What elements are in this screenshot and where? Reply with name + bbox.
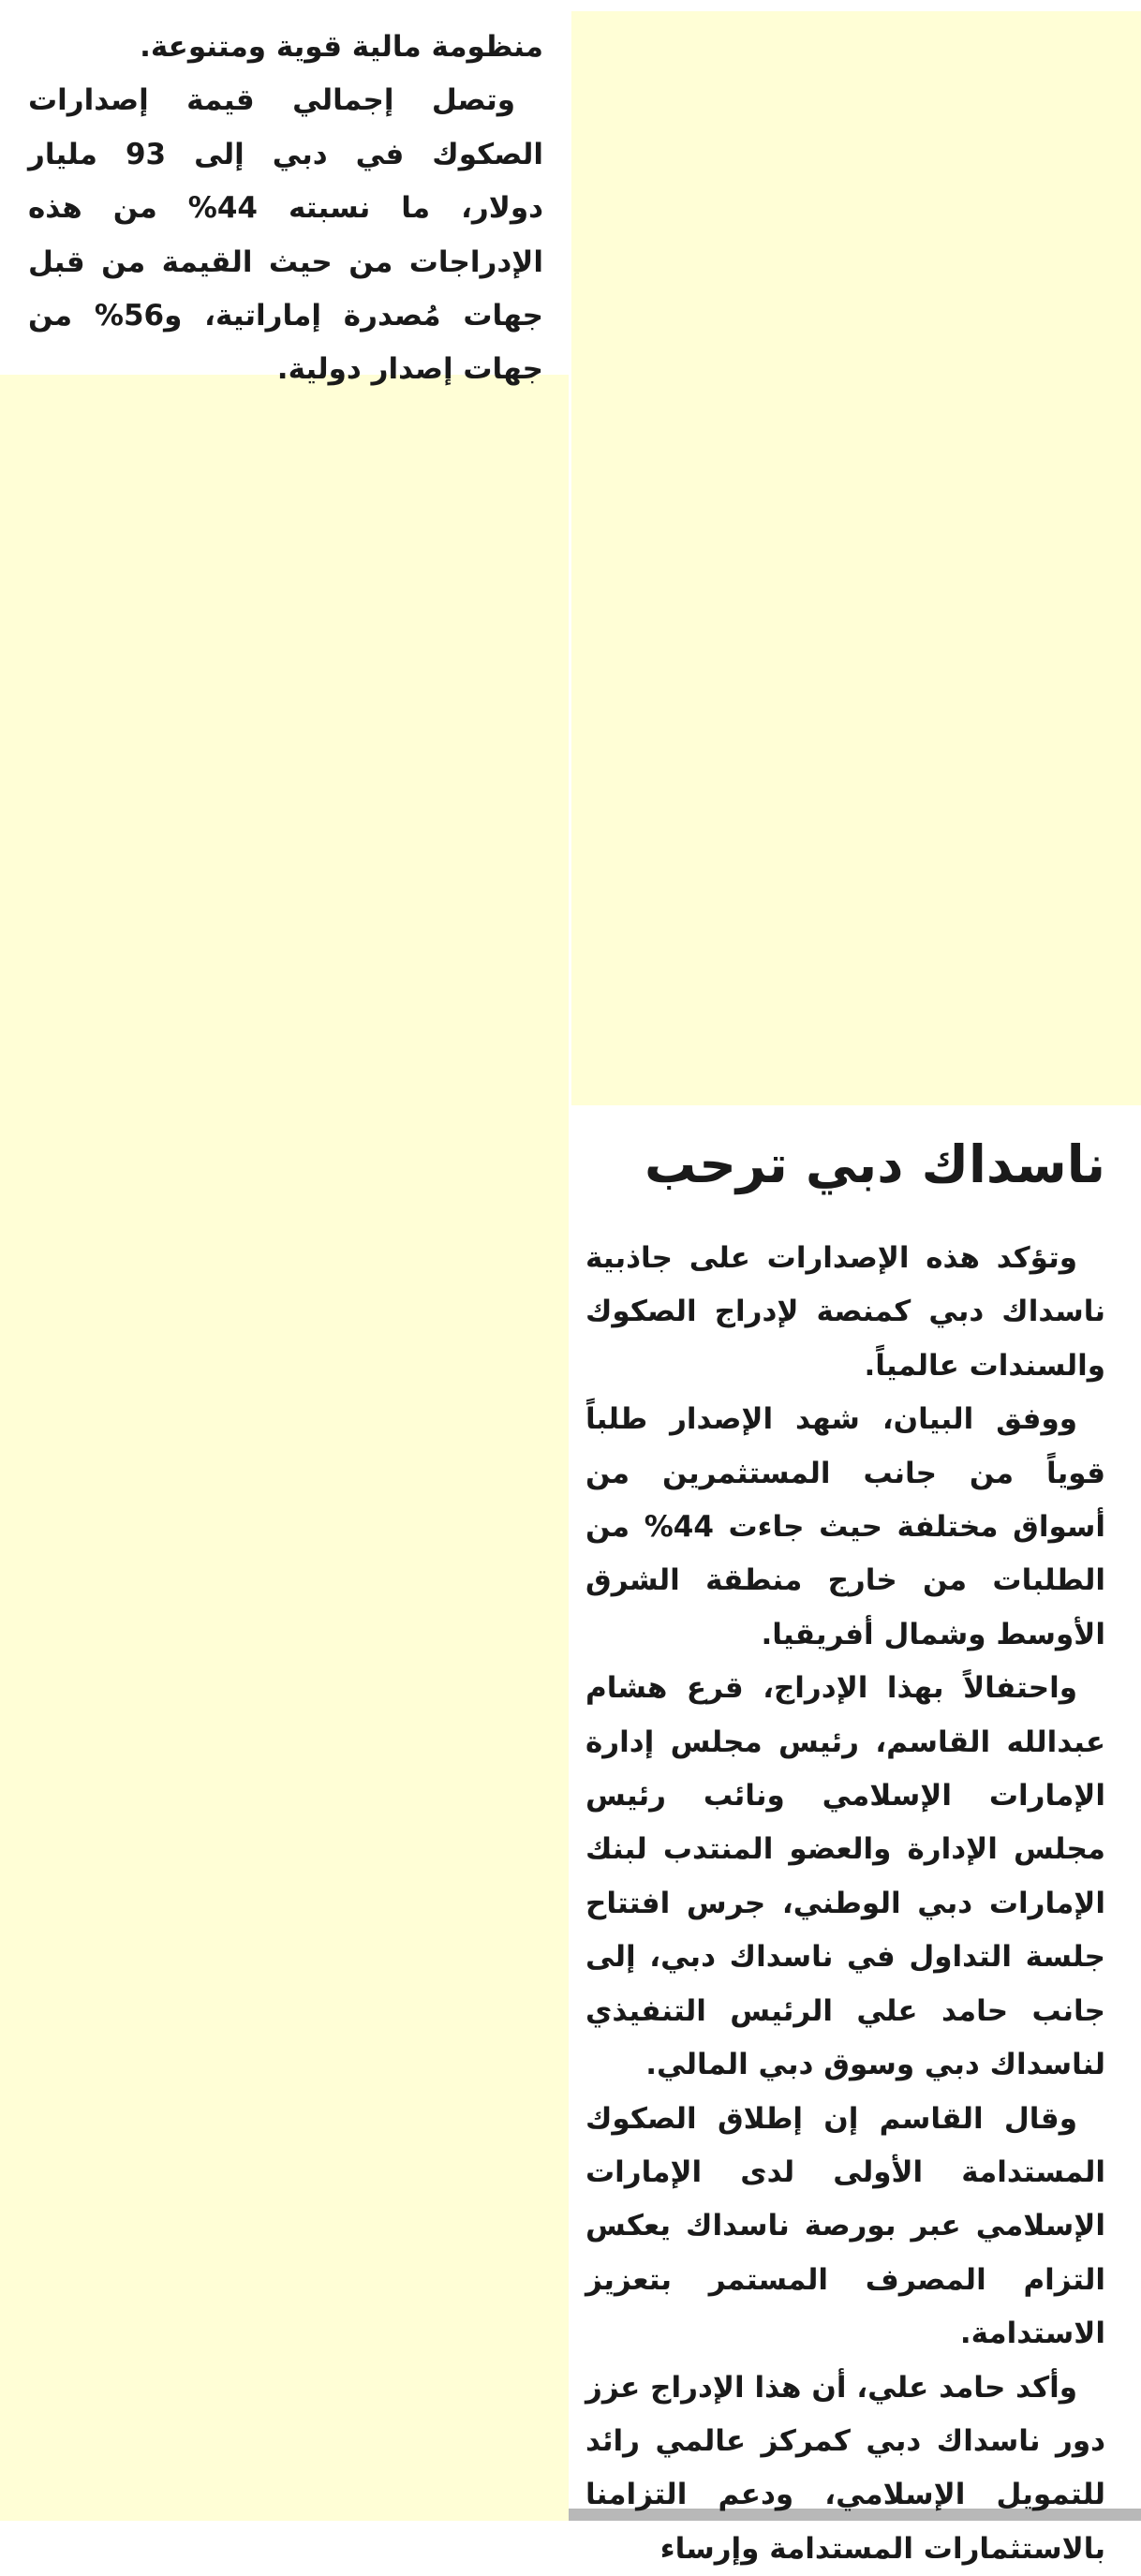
article-paragraph-2: ووفق البيان، شهد الإصدار طلباً قوياً من جانب المستثمرين من أسواق مختلفة حيث جاءت 44% من الطلبات من خارج منطقة الشرق الأوسط وشمال أفريقيا.	[585, 1402, 1105, 1651]
article-headline: ناسداك دبي ترحب	[645, 1134, 1105, 1194]
top-text-column	[28, 21, 543, 397]
top-paragraph-1: منظومة مالية قوية ومتنوعة.	[140, 30, 543, 64]
cream-panel-left	[0, 375, 569, 2521]
cream-panel-top-right	[571, 11, 1141, 1105]
article-paragraph-3: واحتفالاً بهذا الإدراج، قرع هشام عبدالله القاسم، رئيس مجلس إدارة الإمارات الإسلامي ونائب رئيس مجلس الإدارة والعضو المنتدب لبنك الإمارات دبي الوطني، جرس افتتاح جلسة التداول في ناسداك دبي، إلى جانب حامد علي الرئيس التنفيذي لناسداك دبي وسوق دبي المالي.	[585, 1671, 1105, 2082]
top-paragraph-2: وتصل إجمالي قيمة إصدارات الصكوك في دبي إلى 93 مليار دولار، ما نسبته 44% من هذه الإدراجات من حيث القيمة من قبل جهات مُصدرة إماراتية، و56% من جهات إصدار دولية.	[28, 83, 544, 387]
article-column	[585, 1129, 1105, 2576]
article-paragraph-1: وتؤكد هذه الإصدارات على جاذبية ناسداك دبي كمنصة لإدراج الصكوك والسندات عالمياً.	[585, 1241, 1105, 1383]
article-paragraph-4: وقال القاسم إن إطلاق الصكوك المستدامة الأولى لدى الإمارات الإسلامي عبر بورصة ناسداك يعكس التزام المصرف المستمر بتعزيز الاستدامة.	[585, 2101, 1105, 2351]
article-paragraph-5: وأكد حامد علي، أن هذا الإدراج عزز دور ناسداك دبي كمركز عالمي رائد للتمويل الإسلامي، ودعم التزامنا بالاستثمارات المستدامة وإرساء	[585, 2370, 1105, 2566]
